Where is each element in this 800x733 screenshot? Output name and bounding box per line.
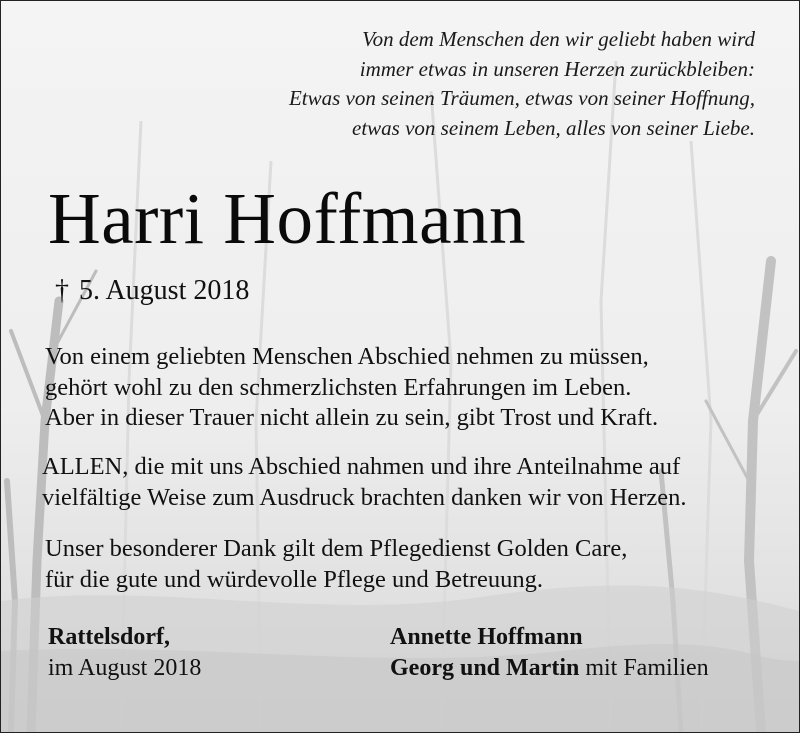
signer-name: Annette Hoffmann — [390, 624, 583, 650]
place-and-date — [48, 622, 201, 684]
poem-line: immer etwas in unseren Herzen zurückbleiben: — [359, 56, 755, 81]
memorial-poem — [289, 25, 755, 143]
place: Rattelsdorf, — [48, 624, 170, 650]
death-date: 5. August 2018 — [79, 275, 250, 306]
signer-line — [390, 653, 709, 684]
paragraph-line: gehört wohl zu den schmerzlichsten Erfahrungen im Leben. — [45, 373, 632, 401]
paragraph-line: Aber in dieser Trauer nicht allein zu sein, gibt Trost und Kraft. — [45, 404, 659, 431]
signers — [390, 622, 709, 684]
paragraph-line: für die gute und würdevolle Pflege und Betreuung. — [45, 565, 544, 593]
paragraph-line: Unser besonderer Dank gilt dem Pflegedienst Golden Care, — [45, 535, 628, 562]
paragraph-line: ALLEN, die mit uns Abschied nahmen und ihre Anteilnahme auf — [42, 453, 681, 480]
signer-suffix: mit Familien — [585, 655, 709, 681]
poem-line: Von dem Menschen den wir geliebt haben wird — [362, 27, 755, 51]
cross-icon: † — [55, 275, 69, 306]
death-date-line — [51, 273, 249, 309]
notice-date: im August 2018 — [48, 655, 202, 681]
thanks-paragraph — [42, 452, 687, 513]
signer-name: Georg und Martin — [390, 655, 580, 681]
paragraph-line: Von einem geliebten Menschen Abschied nehmen zu müssen, — [45, 343, 649, 370]
poem-line: Etwas von seinen Träumen, etwas von seiner Hoffnung, — [288, 86, 755, 110]
care-thanks-paragraph — [45, 534, 627, 595]
poem-line: etwas von seinem Leben, alles von seiner Liebe. — [352, 115, 755, 140]
farewell-paragraph — [45, 342, 658, 434]
paragraph-line: vielfältige Weise zum Ausdruck brachten danken wir von Herzen. — [42, 483, 687, 511]
deceased-name: Harri Hoffmann — [48, 178, 526, 259]
